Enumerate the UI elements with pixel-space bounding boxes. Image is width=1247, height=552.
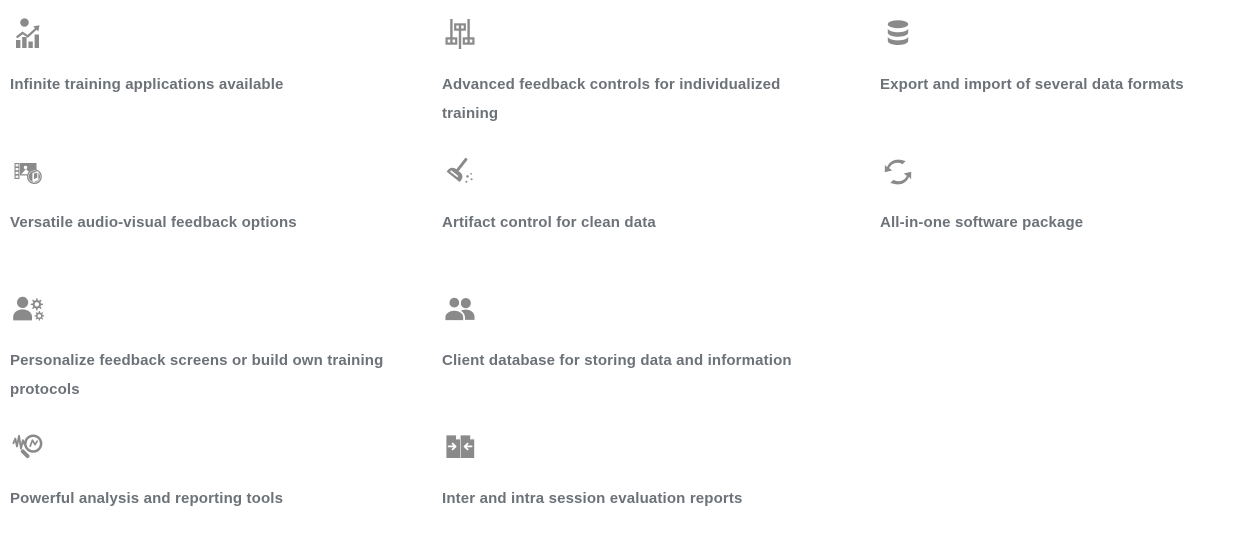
feature-item-empty <box>880 276 1247 414</box>
sync-refresh-icon <box>880 138 1247 198</box>
feature-item-personalize-feedback-screens <box>0 276 441 414</box>
compare-documents-icon <box>442 414 880 474</box>
feature-item-infinite-training-applications <box>0 0 441 138</box>
waveform-search-icon <box>10 414 441 474</box>
feature-item-audio-visual-feedback <box>0 138 441 276</box>
feature-row <box>0 138 1247 276</box>
feature-label: Powerful analysis and reporting tools <box>10 490 284 507</box>
feature-label: Artifact control for clean data <box>442 214 656 231</box>
user-chart-icon <box>10 0 441 60</box>
users-group-icon <box>442 276 880 336</box>
feature-row <box>0 0 1247 138</box>
feature-label: All-in-one software package <box>880 214 1084 231</box>
feature-label: Inter and intra session evaluation reports <box>442 490 743 507</box>
feature-label: Personalize feedback screens or build own training protocols <box>10 352 384 398</box>
feature-item-analysis-reporting-tools <box>0 414 441 552</box>
audio-visual-media-icon <box>10 138 441 198</box>
sliders-icon <box>442 0 880 60</box>
database-icon <box>880 0 1247 60</box>
feature-item-artifact-control <box>441 138 880 276</box>
feature-item-advanced-feedback-controls <box>441 0 880 138</box>
feature-item-all-in-one-package <box>880 138 1247 276</box>
feature-item-export-import-data-formats <box>880 0 1247 138</box>
feature-label: Client database for storing data and information <box>442 352 792 369</box>
feature-item-empty <box>880 414 1247 552</box>
feature-label: Versatile audio-visual feedback options <box>10 214 297 231</box>
feature-row <box>0 276 1247 414</box>
user-cog-icon <box>10 276 441 336</box>
feature-label: Export and import of several data formats <box>880 76 1184 93</box>
broom-clean-icon <box>442 138 880 198</box>
feature-label: Infinite training applications available <box>10 76 284 93</box>
feature-item-client-database <box>441 276 880 414</box>
feature-row <box>0 414 1247 552</box>
feature-item-session-evaluation-reports <box>441 414 880 552</box>
feature-label: Advanced feedback controls for individualized training <box>442 76 781 122</box>
